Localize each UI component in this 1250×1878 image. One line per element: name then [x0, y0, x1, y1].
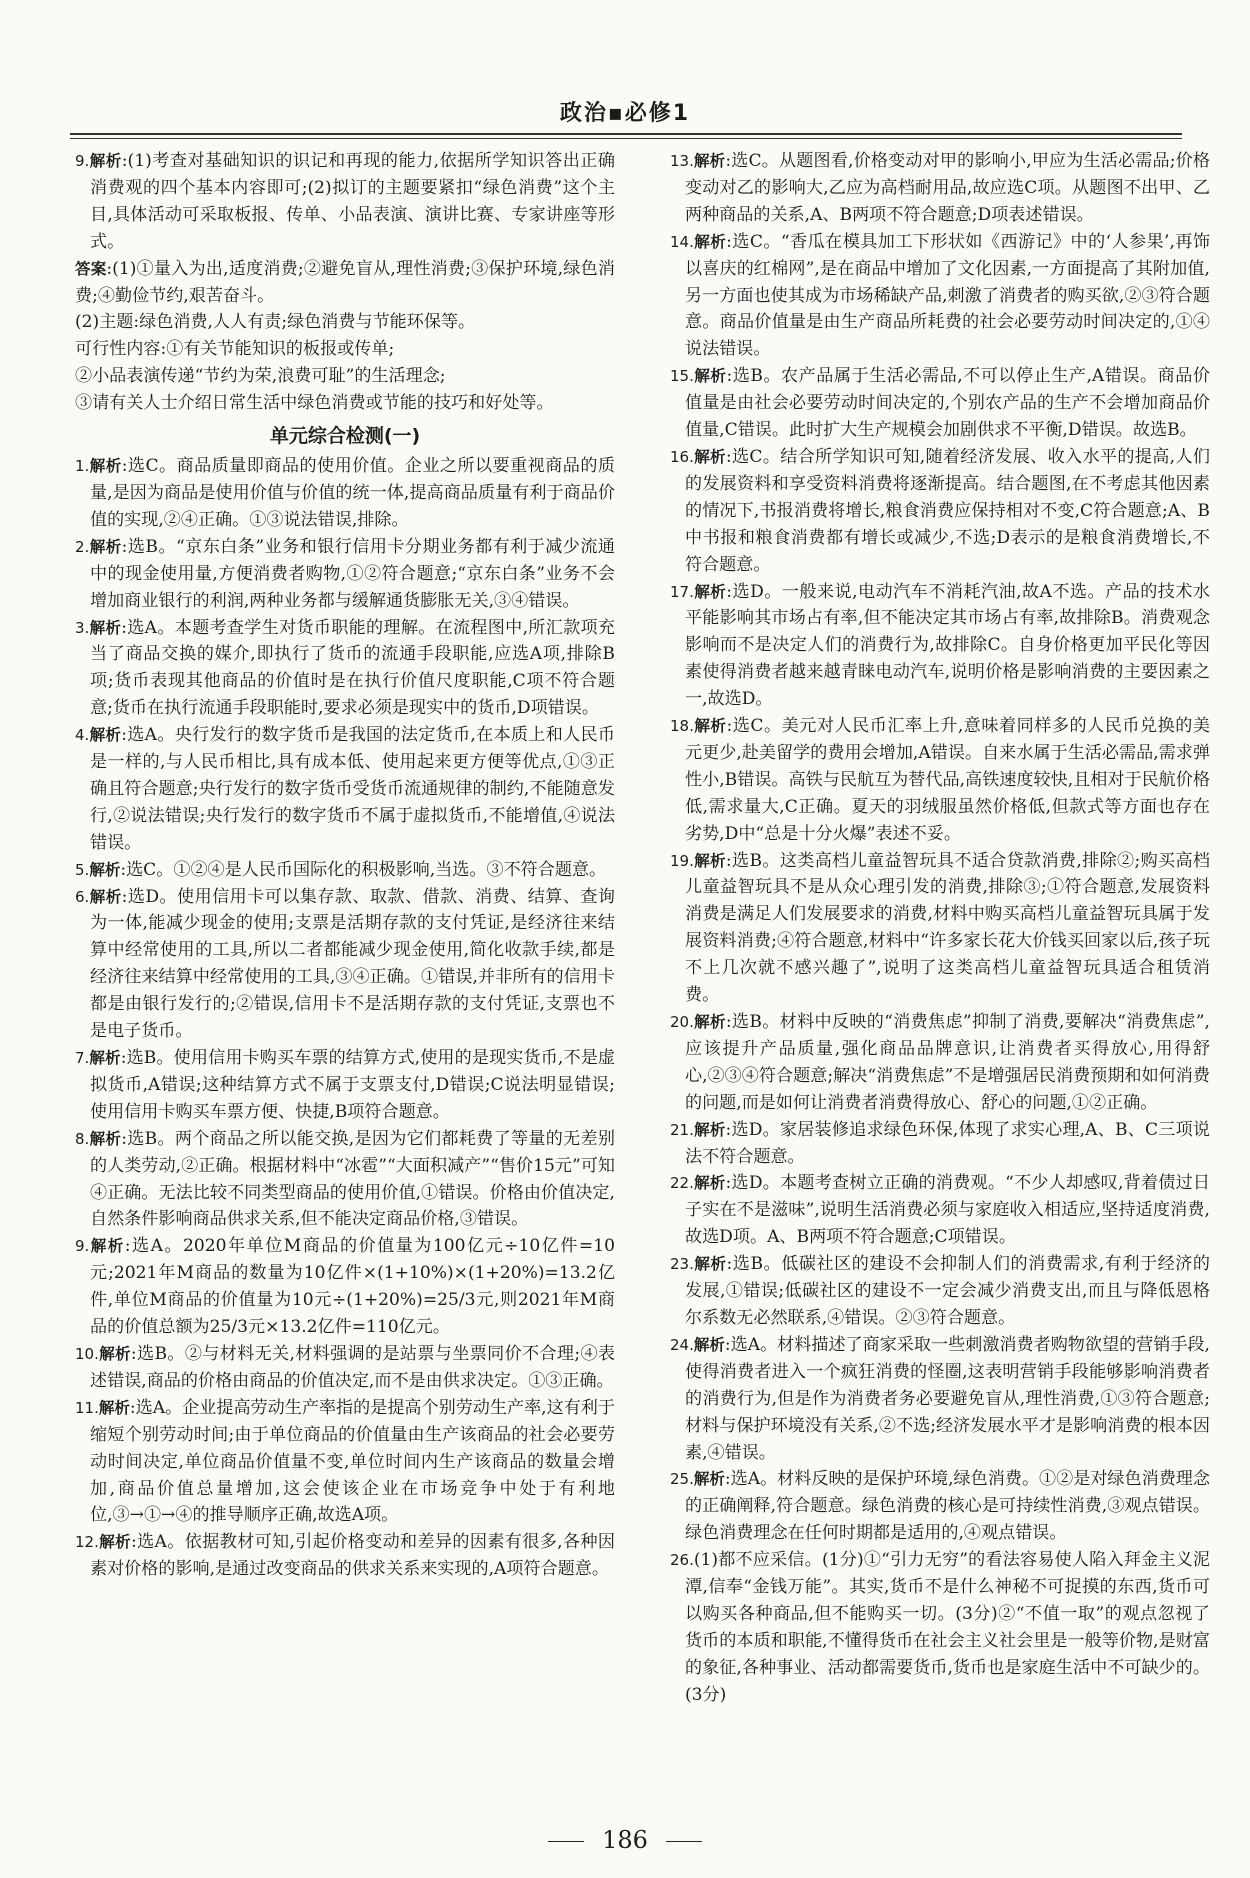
answer-text: ②小品表演传递“节约为荣,浪费可耻”的生活理念; — [75, 366, 446, 387]
footer-dash-right — [666, 1841, 702, 1842]
answer-keyword: 解析 — [693, 367, 727, 386]
question-number: 2. — [75, 537, 90, 556]
answer-keyword: 解析 — [693, 1470, 725, 1489]
answer-keyword: 解析 — [693, 717, 727, 736]
answer-text: :选A。材料反映的是保护环境,绿色消费。①②是对绿色消费理念的正确阐释,符合题意。绿色消费的核心是可持续性消费,③观点错误。绿色消费理念在任何时期都是适用的,④观点错误。 — [685, 1469, 1210, 1544]
answer-keyword: 解析 — [89, 457, 122, 476]
answer-keyword: 解析 — [89, 618, 122, 637]
answer-keyword: 解析 — [693, 582, 727, 601]
answer-keyword: 解析 — [693, 851, 726, 870]
question-number: 26. — [670, 1551, 694, 1570]
right-column — [670, 148, 1210, 1709]
answer-keyword: 解析 — [693, 447, 726, 466]
answer-paragraph — [75, 363, 615, 390]
answer-paragraph — [75, 1529, 615, 1583]
answer-paragraph — [75, 148, 615, 256]
answer-text: (2)主题:绿色消费,人人有责;绿色消费与节能环保等。 — [75, 312, 476, 333]
answer-paragraph — [75, 1341, 615, 1395]
answer-keyword: 解析 — [89, 1237, 125, 1256]
answer-keyword: 解析 — [89, 1129, 122, 1148]
answer-text: :选B。两个商品之所以能交换,是因为它们都耗费了等量的无差别的人类劳动,②正确。根据材料中“冰雹”“大面积减产”“售价15元”可知④正确。无法比较不同类型商品的使用价值,①错误。价格由价值决定,自然条件影响商品供求关系,但不能决定商品价格,③错误。 — [90, 1128, 615, 1230]
answer-paragraph — [75, 1233, 615, 1341]
answer-paragraph — [75, 1045, 615, 1126]
answer-paragraph — [75, 453, 615, 534]
answer-paragraph — [75, 336, 615, 363]
answer-keyword: 解析 — [693, 1013, 726, 1031]
answer-text: :选C。美元对人民币汇率上升,意味着同样多的人民币兑换的美元更少,赴美留学的费用会增加,A错误。自来水属于生活必需品,需求弹性小,B错误。高铁与民航互为替代品,高铁速度较快,且相对于民航价格低,需求量大,C正确。夏天的羽绒服虽然价格低,但款式等方面也存在劣势,D中“总是十分火爆”表述不妥。 — [685, 716, 1210, 844]
answer-paragraph — [670, 444, 1210, 579]
answer-keyword: 解析 — [693, 1174, 726, 1193]
question-number: 11. — [75, 1398, 99, 1417]
footer-dash-left — [548, 1841, 584, 1842]
answer-text: :(1)①量入为出,适度消费;②避免盲从,理性消费;③保护环境,绿色消费;④勤俭节约,艰苦奋斗。 — [75, 258, 615, 306]
question-number: 21. — [670, 1120, 694, 1139]
question-number: 7. — [75, 1049, 90, 1067]
question-number: 1. — [75, 457, 90, 476]
answer-keyword: 解析 — [693, 232, 727, 251]
answer-text: :选C。结合所学知识可知,随着经济发展、收入水平的提高,人们的发展资料和享受资料消费将逐渐提高。结合题图,在不考虑其他因素的情况下,书报消费将增长,粮食消费应保持相对不变,C符合题意;A、B中书报和粮食消费都有增长或减少,不选;D表示的是粮食消费增长,不符合题意。 — [685, 446, 1210, 575]
answer-keyword: 解析 — [98, 1398, 130, 1417]
answer-text: 可行性内容:①有关节能知识的板报或传单; — [75, 339, 395, 360]
answer-keyword: 解析 — [693, 1335, 725, 1354]
answer-text: :选D。本题考查树立正确的消费观。“不少人却感叹,背着债过日子实在不是滋味”,说明生活消费必须与家庭收入相适应,坚持适度消费,故选D项。A、B两项不符合题意;C项错误。 — [685, 1173, 1210, 1248]
answer-text: :选D。使用信用卡可以集存款、取款、借款、消费、结算、查询为一体,能减少现金的使用;支票是活期存款的支付凭证,是经济往来结算中经常使用的工具,所以二者都能减少现金使用,简化收款手续,都是经济往来结算中经常使用的工具,③④正确。①错误,并非所有的信用卡都是由银行发行的;②错误,信用卡不是活期存款的支付凭证,支票也不是电子货币。 — [90, 886, 615, 1042]
answer-paragraph — [670, 363, 1210, 444]
question-number: 22. — [670, 1174, 694, 1193]
question-number: 13. — [670, 152, 694, 170]
answer-paragraph — [670, 148, 1210, 229]
answer-keyword: 答案 — [75, 259, 107, 278]
answer-keyword: 解析 — [89, 860, 121, 879]
answer-text: :选B。这类高档儿童益智玩具不适合贷款消费,排除②;购买高档儿童益智玩具不是从众心理引发的消费,排除③;①符合题意,发展资料消费是满足人们发展要求的消费,材料中购买高档儿童益智玩具属于发展资料消费;④符合题意,材料中“许多家长花大价钱买回家以后,孩子玩不上几次就不感兴趣了”,说明了这类高档儿童益智玩具适合租赁消费。 — [685, 850, 1210, 1006]
answer-keyword: 解析 — [98, 1533, 131, 1552]
question-number: 20. — [670, 1013, 694, 1031]
answer-paragraph — [670, 848, 1210, 1009]
answer-paragraph — [670, 1251, 1210, 1332]
answer-keyword: 解析 — [693, 1120, 726, 1139]
section-title: 单元综合检测(一) — [269, 425, 421, 448]
question-number: 6. — [75, 887, 90, 906]
question-number: 23. — [670, 1255, 694, 1274]
answer-paragraph — [75, 534, 615, 615]
answer-keyword: 解析 — [89, 1049, 121, 1067]
answer-text: :选C。从题图看,价格变动对甲的影响小,甲应为生活必需品;价格变动对乙的影响大,乙应为高档耐用品,故应选C项。从题图不出甲、乙两种商品的关系,A、B两项不符合题意;D项表述错误。 — [685, 151, 1210, 225]
question-number: 17. — [670, 582, 694, 601]
answer-keyword: 解析 — [89, 887, 122, 906]
answer-text: :选C。“香瓜在模具加工下形状如《西游记》中的‘人参果’,再饰以喜庆的红棉网”,是在商品中增加了文化因素,一方面提高了其附加值,另一方面也使其成为市场稀缺产品,刺激了消费者的购买欲,②③符合题意。商品价值量是由生产商品所耗费的社会必要劳动时间决定的,①④说法错误。 — [685, 231, 1210, 360]
answer-text: :选A。央行发行的数字货币是我国的法定货币,在本质上和人民币是一样的,与人民币相比,具有成本低、使用起来更方便等优点,①③正确且符合题意;央行发行的数字货币受货币流通规律的制约,不能随意发行,②说法错误;央行发行的数字货币不属于虚拟货币,不能增值,④说法错误。 — [90, 725, 615, 853]
answer-keyword: 解析 — [693, 1255, 727, 1274]
answer-text: :选B。材料中反映的“消费焦虑”抑制了消费,要解决“消费焦虑”,应该提升产品质量,强化商品品牌意识,让消费者买得放心,用得舒心,②③④符合题意;解决“消费焦虑”不是增强居民消费预期和如何消费的问题,而是如何让消费者消费得放心、舒心的问题,①②正确。 — [685, 1012, 1210, 1113]
question-number: 12. — [75, 1533, 99, 1552]
left-column — [75, 148, 615, 1583]
answer-keyword: 解析 — [693, 152, 726, 170]
question-number: 5. — [75, 860, 90, 879]
question-number: 10. — [75, 1344, 99, 1363]
answer-paragraph — [670, 579, 1210, 714]
answer-keyword: 解析 — [89, 152, 122, 170]
answer-keyword: 解析 — [89, 726, 122, 745]
question-number: 8. — [75, 1129, 90, 1148]
answer-keyword: 解析 — [98, 1344, 131, 1363]
answer-paragraph — [670, 1547, 1210, 1708]
answer-text: :(1)考查对基础知识的识记和再现的能力,依据所学知识答出正确消费观的四个基本内容即可;(2)拟订的主题要紧扣“绿色消费”这个主目,具体活动可采取板报、传单、小品表演、演讲比赛、专家讲座等形式。 — [90, 151, 615, 252]
answer-paragraph — [670, 1009, 1210, 1117]
answer-text: :选B。使用信用卡购买车票的结算方式,使用的是现实货币,不是虚拟货币,A错误;这种结算方式不属于支票支付,D错误;C说法明显错误;使用信用卡购买车票方便、快捷,B项符合题意。 — [90, 1048, 615, 1122]
answer-text: (1)都不应采信。(1分)①“引力无穷”的看法容易使人陷入拜金主义泥潭,信奉“金钱万能”。其实,货币不是什么神秘不可捉摸的东西,货币可以购买各种商品,但不能购买一切。(3分)②“不值一取”的观点忽视了货币的本质和职能,不懂得货币在社会主义社会里是一般等价物,是财富的象征,各种事业、活动都需要货币,货币也是家庭生活中不可缺少的。(3分) — [685, 1550, 1210, 1705]
answer-text: ③请有关人士介绍日常生活中绿色消费或节能的技巧和好处等。 — [75, 393, 554, 414]
answer-keyword: 解析 — [89, 537, 122, 556]
answer-text: :选B。②与材料无关,材料强调的是站票与坐票同价不合理;④表述错误,商品的价格由商品的价值决定,而不是由供求决定。①③正确。 — [90, 1343, 615, 1391]
answer-text: :选A。2020年单位M商品的价值量为100亿元÷10亿件=10元;2021年M商品的数量为10亿件×(1+10%)×(1+20%)=13.2亿件,单位M商品的价值量为10元÷(1+20%)=25/3元,则2021年M商品的价值总额为25/3元×13.2亿件=110亿元。 — [90, 1236, 615, 1338]
answer-paragraph — [670, 713, 1210, 848]
answer-text: :选C。①②④是人民币国际化的积极影响,当选。③不符合题意。 — [120, 859, 607, 880]
question-number: 24. — [670, 1335, 694, 1354]
running-header — [70, 96, 1180, 132]
question-number: 9. — [75, 152, 90, 170]
header-title: 政治▪必修1 — [559, 101, 691, 126]
answer-paragraph — [670, 1332, 1210, 1467]
answer-paragraph — [75, 722, 615, 857]
answer-text: :选B。低碳社区的建设不会抑制人们的消费需求,有利于经济的发展,①错误;低碳社区的建设不一定会减少消费支出,而且与降低恩格尔系数无必然联系,④错误。②③符合题意。 — [685, 1254, 1210, 1328]
page-footer — [0, 1826, 1250, 1854]
answer-paragraph — [75, 1126, 615, 1234]
answer-paragraph — [670, 1170, 1210, 1251]
page-number: 186 — [602, 1826, 648, 1854]
answer-paragraph — [670, 229, 1210, 364]
question-number: 9. — [75, 1237, 90, 1256]
header-rule — [70, 133, 1182, 139]
question-number: 16. — [670, 447, 694, 466]
answer-text: :选A。依据教材可知,引起价格变动和差异的因素有很多,各种因素对价格的影响,是通过改变商品的供求关系来实现的,A项符合题意。 — [90, 1532, 615, 1580]
answer-text: :选B。“京东白条”业务和银行信用卡分期业务都有利于减少流通中的现金使用量,方便消费者购物,①②符合题意;“京东白条”业务不会增加商业银行的利润,两种业务都与缓解通货膨胀无关,③④错误。 — [90, 536, 615, 611]
question-number: 14. — [670, 232, 694, 251]
answer-paragraph — [75, 309, 615, 336]
answer-paragraph — [75, 256, 615, 310]
answer-paragraph — [75, 615, 615, 723]
answer-text: :选A。材料描述了商家采取一些刺激消费者购物欲望的营销手段,使得消费者进入一个疯狂消费的怪圈,这表明营销手段能够影响消费者的消费行为,但是作为消费者务必要避免盲从,理性消费,①③符合题意;材料与保护环境没有关系,②不选;经济发展水平才是影响消费的根本因素,④错误。 — [685, 1334, 1210, 1463]
answer-paragraph — [75, 884, 615, 1045]
answer-text: :选A。本题考查学生对货币职能的理解。在流程图中,所汇款项充当了商品交换的媒介,即执行了货币的流通手段职能,应选A项,排除B项;货币表现其他商品的价值时是在执行价值尺度职能,C项不符合题意;货币在执行流通手段职能时,要求必须是现实中的货币,D项错误。 — [90, 617, 615, 719]
answer-paragraph — [75, 857, 615, 884]
answer-paragraph — [75, 1395, 615, 1530]
answer-text: :选A。企业提高劳动生产率指的是提高个别劳动生产率,这有利于缩短个别劳动时间;由于单位商品的价值量由生产该商品的社会必要劳动时间决定,单位商品价值量不变,单位时间内生产该商品的数量会增加,商品价值总量增加,这会使该企业在市场竞争中处于有利地位,③→①→④的推导顺序正确,故选A项。 — [90, 1397, 615, 1526]
question-number: 19. — [670, 851, 694, 870]
answer-text: :选D。家居装修追求绿色环保,体现了求实心理,A、B、C三项说法不符合题意。 — [685, 1119, 1210, 1167]
question-number: 25. — [670, 1470, 694, 1489]
question-number: 4. — [75, 726, 90, 745]
question-number: 18. — [670, 717, 694, 736]
answer-paragraph — [670, 1466, 1210, 1547]
answer-text: :选D。一般来说,电动汽车不消耗汽油,故A不选。产品的技术水平能影响其市场占有率,但不能决定其市场占有率,故排除B。消费观念影响而不是决定人们的消费行为,故排除C。自身价格更加平民化等因素使得消费者越来越青睐电动汽车,说明价格是影响消费的主要因素之一,故选D。 — [685, 581, 1210, 710]
answer-text: :选B。农产品属于生活必需品,不可以停止生产,A错误。商品价值量是由社会必要劳动时间决定的,个别农产品的生产不会增加商品价值量,C错误。此时扩大生产规模会加剧供求不平衡,D错误。故选B。 — [685, 366, 1210, 441]
answer-paragraph — [670, 1117, 1210, 1171]
answer-paragraph — [75, 390, 615, 417]
answer-text: :选C。商品质量即商品的使用价值。企业之所以要重视商品的质量,是因为商品是使用价值与价值的统一体,提高商品质量有利于商品价值的实现,②④正确。①③说法错误,排除。 — [90, 456, 615, 530]
question-number: 15. — [670, 367, 694, 386]
question-number: 3. — [75, 618, 90, 637]
